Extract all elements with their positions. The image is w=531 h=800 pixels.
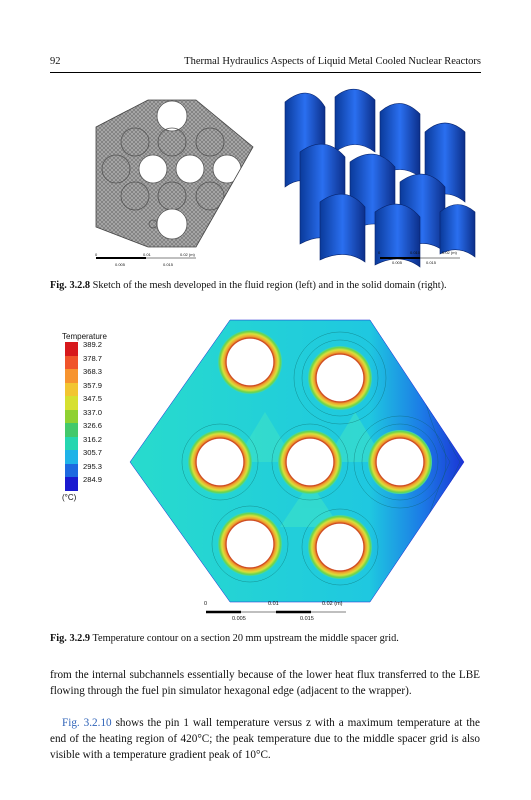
- figure-3-2-9-caption: [50, 632, 480, 646]
- solid-scale-subtick-1: 0.015: [426, 260, 437, 265]
- fluid-scale-tick-1: 0.01: [143, 252, 151, 257]
- legend-unit: (°C): [62, 493, 77, 502]
- page-number: 92: [50, 56, 61, 67]
- legend-swatch: [65, 396, 78, 410]
- legend-swatch: [65, 383, 78, 397]
- legend-value-label: 337.0: [83, 407, 103, 417]
- legend-value-label: 378.7: [83, 353, 103, 363]
- solid-scale-subtick-0: 0.005: [392, 260, 403, 265]
- running-title: Thermal Hydraulics Aspects of Liquid Metal Cooled Nuclear Reactors: [184, 56, 481, 67]
- scale-tick-2: 0.02 (m): [322, 601, 343, 607]
- figure-3-2-8-caption: [50, 279, 480, 293]
- legend-value-label: 305.7: [83, 448, 103, 458]
- solid-scale-tick-0: 0: [378, 250, 381, 255]
- scale-tick-1: 0.01: [268, 601, 279, 607]
- legend-value-label: 357.9: [83, 380, 103, 390]
- legend-value-label: 284.9: [83, 475, 103, 485]
- legend-swatch: [65, 342, 78, 356]
- legend-value-label: 368.3: [83, 367, 103, 377]
- legend-swatch: [65, 437, 78, 451]
- header-rule: [50, 72, 481, 73]
- fluid-scale-tick-2: 0.02 (m): [180, 252, 195, 257]
- legend-swatch: [65, 464, 78, 478]
- legend-value-label: 326.6: [83, 421, 103, 431]
- legend-title: Temperature: [62, 332, 107, 341]
- fluid-scale-tick-0: 0: [95, 252, 98, 257]
- legend-swatch: [65, 369, 78, 383]
- temperature-contour-figure: [120, 312, 476, 624]
- solid-domain-figure: [280, 82, 480, 272]
- legend-swatch: [65, 356, 78, 370]
- fluid-scale-subtick-0: 0.005: [115, 262, 126, 267]
- figure-3-2-8-caption-text: Sketch of the mesh developed in the fluid region (left) and in the solid domain (right).: [92, 280, 447, 291]
- solid-scale-tick-1: 0.010: [410, 250, 421, 255]
- legend-value-label: 389.2: [83, 340, 103, 349]
- legend-value-label: 295.3: [83, 461, 103, 471]
- legend-value-label: 316.2: [83, 434, 103, 444]
- legend-color-bar: [65, 342, 78, 491]
- legend-swatch: [65, 477, 78, 491]
- body-paragraph-1: from the internal subchannels essentially because of the lower heat flux transferred to the LBE flowing through the fuel pin simulator hexagonal edge (adjacent to the wrapper).: [50, 669, 480, 697]
- figure-3-2-10-link[interactable]: Fig. 3.2.10: [62, 717, 112, 729]
- scale-tick-0: 0: [204, 601, 208, 607]
- fluid-mesh-figure: [88, 92, 258, 272]
- figure-3-2-9-label: Fig. 3.2.9: [50, 633, 91, 644]
- legend-swatch: [65, 450, 78, 464]
- figure-3-2-8-label: Fig. 3.2.8: [50, 280, 91, 291]
- body-paragraph-2-text: shows the pin 1 wall temperature versus z with a maximum temperature at the end of the heating region of 420°C; the peak temperature due to the middle spacer grid is also visible with a temperature gradient peak of 10°C.: [50, 717, 480, 761]
- body-paragraph-2: [50, 715, 480, 763]
- scale-subtick-1: 0.015: [300, 616, 314, 622]
- legend-value-label: 347.5: [83, 394, 103, 404]
- legend-swatch: [65, 410, 78, 424]
- solid-scale-tick-2: 0.02 (m): [442, 250, 457, 255]
- scale-subtick-0: 0.005: [232, 616, 246, 622]
- figure-3-2-9-caption-text: Temperature contour on a section 20 mm upstream the middle spacer grid.: [92, 633, 399, 644]
- legend-swatch: [65, 423, 78, 437]
- fluid-scale-subtick-1: 0.015: [163, 262, 174, 267]
